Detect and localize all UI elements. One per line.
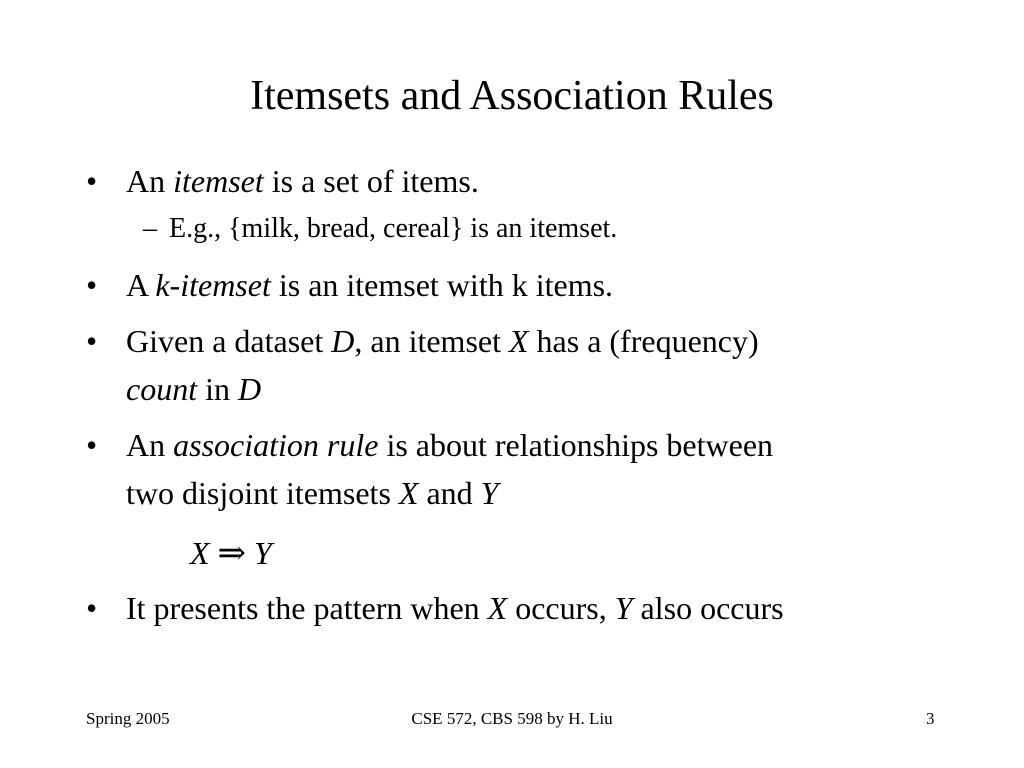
formula-rhs: Y (254, 535, 272, 571)
bullet-text: It presents the pattern when X occurs, Y also occurs (126, 590, 784, 626)
footer-page-number: 3 (926, 709, 935, 728)
bullet-text: count in D (126, 371, 262, 407)
bullet-text: An itemset is a set of items. (126, 163, 479, 199)
bullet-text: Given a dataset D, an itemset X has a (frequency) (126, 323, 759, 359)
footer-course: CSE 572, CBS 598 by H. Liu (411, 709, 613, 728)
bullet-icon: • (86, 163, 98, 199)
bullet-text: An association rule is about relationships between (126, 427, 774, 463)
formula-lhs: X (190, 535, 210, 571)
bullet-icon: • (86, 590, 98, 626)
sub-bullet-text: E.g., {milk, bread, cereal} is an itemset. (169, 213, 618, 244)
footer-date: Spring 2005 (86, 709, 170, 728)
bullet-text: A k-itemset is an itemset with k items. (126, 267, 614, 303)
dash-icon: – (143, 213, 157, 244)
bullet-text: two disjoint itemsets X and Y (126, 475, 499, 511)
bullet-icon: • (86, 323, 98, 359)
formula-rule (190, 530, 272, 577)
bullet-icon: • (86, 267, 98, 303)
bullet-icon: • (86, 427, 98, 463)
slide-title: Itemsets and Association Rules (250, 73, 774, 119)
implies-arrow-icon: ⇒ (217, 535, 247, 572)
